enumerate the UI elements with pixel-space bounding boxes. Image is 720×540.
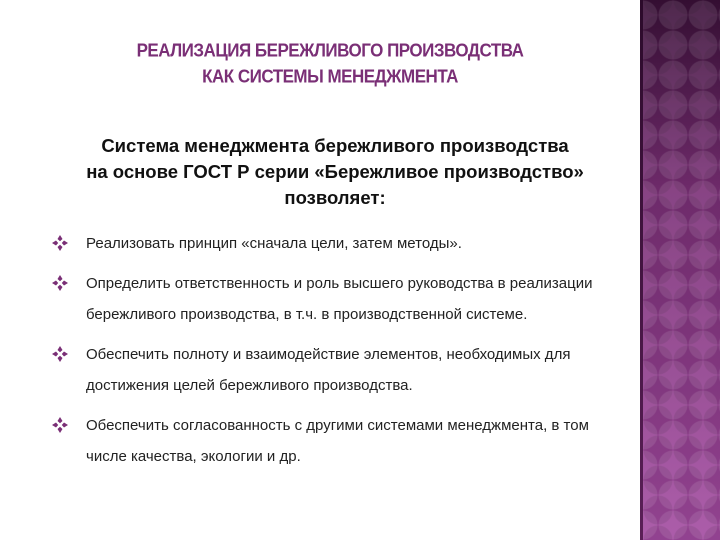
four-diamond-bullet-icon [52,275,68,291]
bullet-item [52,410,597,472]
four-diamond-bullet-icon [52,346,68,362]
decorative-side-panel [643,0,720,540]
four-diamond-bullet-icon [52,235,68,251]
bullet-text: Обеспечить полноту и взаимодействие элементов, необходимых для достижения целей бережливого производства. [86,346,571,394]
slide-title-line-1: РЕАЛИЗАЦИЯ БЕРЕЖЛИВОГО ПРОИЗВОДСТВА [136,39,524,61]
slide-subtitle-line-2: на основе ГОСТ Р серии «Бережливое производство» [86,161,584,182]
slide-subtitle [70,133,600,211]
four-diamond-bullet-icon [52,417,68,433]
slide-title [60,38,600,91]
bullet-text: Определить ответственность и роль высшего руководства в реализации бережливого производства, в т.ч. в производственной системе. [86,275,593,323]
slide-subtitle-line-3: позволяет: [284,187,386,208]
bullet-text: Реализовать принцип «сначала цели, затем методы». [86,235,462,252]
slide-title-line-2: КАК СИСТЕМЫ МЕНЕДЖМЕНТА [202,66,458,88]
bullet-item [52,339,597,401]
bullet-item [52,228,597,259]
bullet-text: Обеспечить согласованность с другими системами менеджмента, в том числе качества, экологии и др. [86,417,589,465]
slide-subtitle-line-1: Система менеджмента бережливого производства [101,135,569,156]
bullet-list [52,228,597,481]
bullet-item [52,268,597,330]
